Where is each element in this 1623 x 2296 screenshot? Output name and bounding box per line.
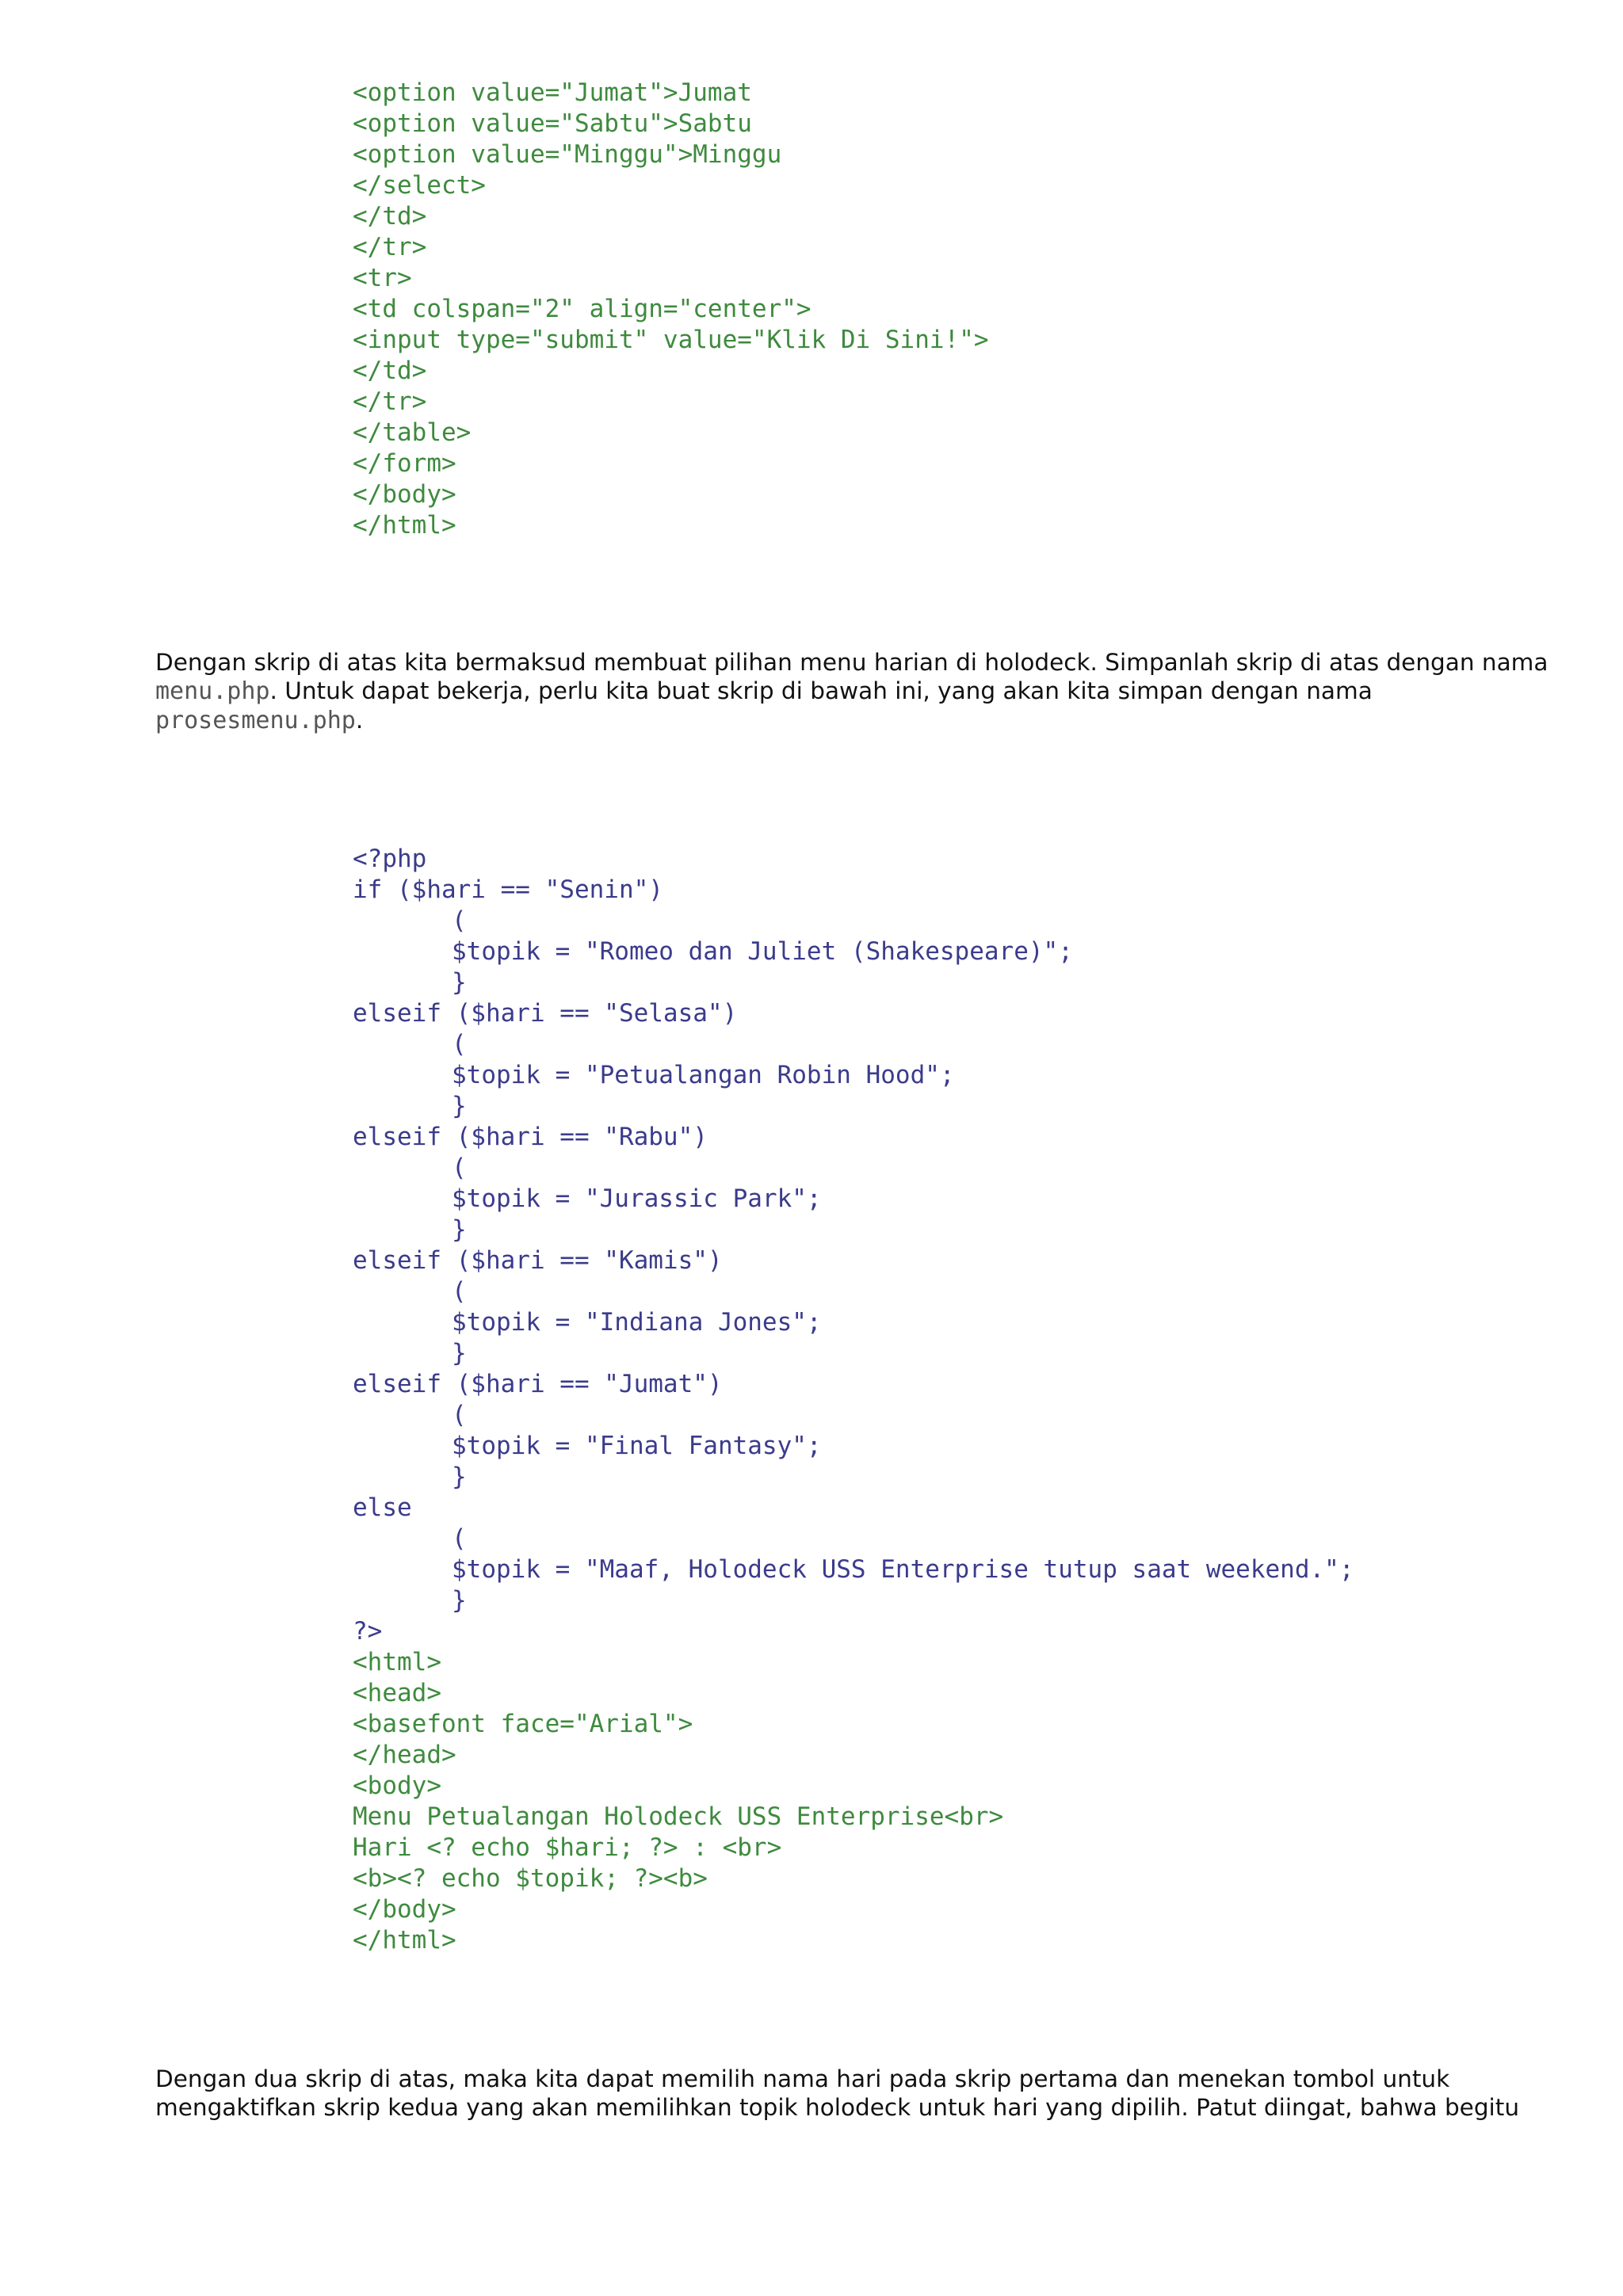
code-line: </td> (353, 202, 427, 231)
code-line: <option value="Sabtu">Sabtu (353, 109, 752, 138)
code-line: <body> (353, 1772, 441, 1800)
paragraph-text: . (355, 707, 364, 734)
code-line: Menu Petualangan Holodeck USS Enterprise<br> (353, 1802, 1004, 1831)
code-line: <head> (353, 1679, 441, 1707)
code-line: $topik = "Jurassic Park"; (452, 1184, 822, 1213)
code-line: </head> (353, 1741, 456, 1769)
code-line: <basefont face="Arial"> (353, 1710, 693, 1738)
code-line: </body> (353, 1895, 456, 1924)
code-line: </tr> (353, 387, 427, 416)
code-line: ( (452, 1401, 467, 1429)
code-line: } (452, 1463, 467, 1491)
code-line: <html> (353, 1648, 441, 1676)
code-line: elseif ($hari == "Rabu") (353, 1123, 708, 1151)
code-line: ( (452, 1277, 467, 1306)
code-line: } (452, 968, 467, 997)
code-line: if ($hari == "Senin") (353, 875, 663, 904)
code-line: </html> (353, 511, 456, 540)
code-line: } (452, 1339, 467, 1367)
code-line: </table> (353, 418, 472, 447)
code-line: <b><? echo $topik; ?><b> (353, 1864, 708, 1893)
code-line: ( (452, 1524, 467, 1553)
code-line: elseif ($hari == "Jumat") (353, 1370, 723, 1398)
code-line: $topik = "Indiana Jones"; (452, 1308, 822, 1337)
code-line: <input type="submit" value="Klik Di Sini!"> (353, 326, 989, 354)
paragraph-text: Dengan dua skrip di atas, maka kita dapat memilih nama hari pada skrip pertama dan menekan tombol untuk mengaktifkan skrip kedua yang akan memilihkan topik holodeck untuk hari yang dipilih. Patut diingat, bahwa begitu (155, 2065, 1520, 2121)
code-line: $topik = "Romeo dan Juliet (Shakespeare)"; (452, 937, 1073, 966)
code-block-php-script (353, 844, 1354, 1956)
code-line: Hari <? echo $hari; ?> : <br> (353, 1833, 782, 1862)
code-line: ( (452, 1030, 467, 1058)
inline-code-filename: prosesmenu.php (155, 707, 356, 734)
inline-code-filename: menu.php (155, 677, 270, 705)
code-line: </select> (353, 171, 486, 200)
code-line: <?php (353, 845, 427, 873)
code-line: } (452, 1092, 467, 1120)
code-line: elseif ($hari == "Selasa") (353, 999, 738, 1028)
paragraph-usage-explanation (155, 2065, 1566, 2122)
code-line: </html> (353, 1926, 456, 1955)
code-line: } (452, 1215, 467, 1244)
code-line: } (452, 1586, 467, 1615)
code-line: ( (452, 1154, 467, 1182)
code-line: <td colspan="2" align="center"> (353, 295, 812, 323)
code-line: $topik = "Maaf, Holodeck USS Enterprise tutup saat weekend."; (452, 1555, 1354, 1584)
code-line: ?> (353, 1617, 383, 1646)
code-block-html-form (353, 78, 989, 541)
code-line: </td> (353, 357, 427, 385)
paragraph-menu-explanation (155, 648, 1566, 735)
code-line: </body> (353, 480, 456, 509)
code-line: $topik = "Petualangan Robin Hood"; (452, 1061, 955, 1089)
code-line: </tr> (353, 233, 427, 261)
code-line: ( (452, 906, 467, 935)
code-line: <option value="Minggu">Minggu (353, 140, 782, 169)
code-line: else (353, 1493, 412, 1522)
paragraph-text: . Untuk dapat bekerja, perlu kita buat skrip di bawah ini, yang akan kita simpan dengan nama (269, 677, 1373, 704)
code-line: $topik = "Final Fantasy"; (452, 1432, 822, 1460)
paragraph-text: Dengan skrip di atas kita bermaksud membuat pilihan menu harian di holodeck. Simpanlah skrip di atas dengan nama (155, 649, 1549, 676)
code-line: elseif ($hari == "Kamis") (353, 1246, 723, 1275)
code-line: <option value="Jumat">Jumat (353, 78, 752, 107)
code-line: </form> (353, 449, 456, 478)
code-line: <tr> (353, 264, 412, 292)
